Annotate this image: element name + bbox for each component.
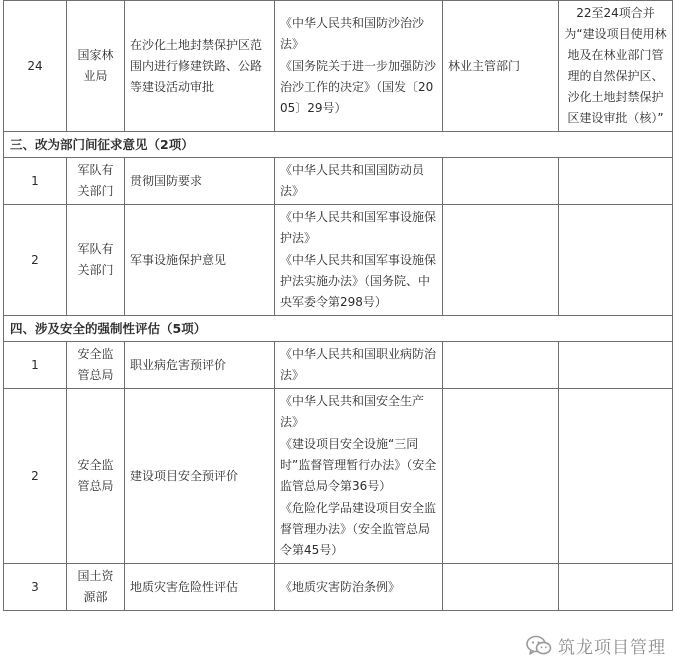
row-remark xyxy=(559,158,673,205)
row-legal-basis xyxy=(275,205,443,316)
row-approval-item: 职业病危害预评价 xyxy=(125,342,275,389)
row-approval-item: 贯彻国防要求 xyxy=(125,158,275,205)
row-implementing-agency xyxy=(443,389,559,564)
row-legal-basis xyxy=(275,1,443,132)
row-legal-basis xyxy=(275,342,443,389)
row-legal-basis xyxy=(275,389,443,564)
row-legal-basis xyxy=(275,158,443,205)
table-row xyxy=(4,389,673,564)
legal-basis-line: 《中华人民共和国军事设施保护法》 xyxy=(280,210,437,245)
row-number: 1 xyxy=(4,342,67,389)
row-legal-basis xyxy=(275,564,443,611)
row-implementing-agency xyxy=(443,205,559,316)
row-department: 军队有关部门 xyxy=(67,158,125,205)
approval-items-table xyxy=(3,0,673,611)
row-department: 国土资源部 xyxy=(67,564,125,611)
row-approval-item: 建设项目安全预评价 xyxy=(125,389,275,564)
wechat-icon xyxy=(526,635,552,657)
table-row xyxy=(4,342,673,389)
legal-basis-line: 《中华人民共和国军事设施保护法实施办法》（国务院、中央军委令第298号） xyxy=(280,253,437,309)
table-row xyxy=(4,1,673,132)
row-remark xyxy=(559,205,673,316)
row-number: 2 xyxy=(4,389,67,564)
legal-basis-line: 《中华人民共和国防沙治沙法》 xyxy=(280,16,425,51)
row-approval-item: 地质灾害危险性评估 xyxy=(125,564,275,611)
section-header-row xyxy=(4,132,673,158)
row-remark xyxy=(559,564,673,611)
row-number: 24 xyxy=(4,1,67,132)
row-department: 安全监管总局 xyxy=(67,389,125,564)
row-department: 国家林业局 xyxy=(67,1,125,132)
legal-basis-line: 《地质灾害防治条例》 xyxy=(280,579,401,594)
row-implementing-agency: 林业主管部门 xyxy=(443,1,559,132)
watermark xyxy=(526,633,666,658)
table-row xyxy=(4,564,673,611)
section-header-row xyxy=(4,316,673,342)
legal-basis-line: 《危险化学品建设项目安全监督管理办法》（安全监管总局令第45号） xyxy=(280,501,437,557)
row-number: 3 xyxy=(4,564,67,611)
table-row xyxy=(4,158,673,205)
legal-basis-line: 《国务院关于进一步加强防沙治沙工作的决定》（国发〔2005〕29号） xyxy=(280,59,437,115)
row-number: 2 xyxy=(4,205,67,316)
table-row xyxy=(4,205,673,316)
row-implementing-agency xyxy=(443,342,559,389)
row-implementing-agency xyxy=(443,158,559,205)
row-approval-item: 军事设施保护意见 xyxy=(125,205,275,316)
legal-basis-line: 《建设项目安全设施“三同时”监督管理暂行办法》（安全监管总局令第36号） xyxy=(280,437,437,493)
row-department: 军队有关部门 xyxy=(67,205,125,316)
legal-basis-line: 《中华人民共和国安全生产法》 xyxy=(280,394,425,429)
row-approval-item: 在沙化土地封禁保护区范围内进行修建铁路、公路等建设活动审批 xyxy=(125,1,275,132)
row-department: 安全监管总局 xyxy=(67,342,125,389)
watermark-text: 筑龙项目管理 xyxy=(558,638,666,658)
row-implementing-agency xyxy=(443,564,559,611)
row-remark xyxy=(559,342,673,389)
row-remark: 22至24项合并为“建设项目使用林地及在林业部门管理的自然保护区、沙化土地封禁保护区建设审批（核）” xyxy=(559,1,673,132)
legal-basis-line: 《中华人民共和国职业病防治法》 xyxy=(280,347,437,382)
row-number: 1 xyxy=(4,158,67,205)
legal-basis-line: 《中华人民共和国国防动员法》 xyxy=(280,163,425,198)
row-remark xyxy=(559,389,673,564)
section-title: 三、改为部门间征求意见（2项） xyxy=(4,132,673,158)
section-title: 四、涉及安全的强制性评估（5项） xyxy=(4,316,673,342)
